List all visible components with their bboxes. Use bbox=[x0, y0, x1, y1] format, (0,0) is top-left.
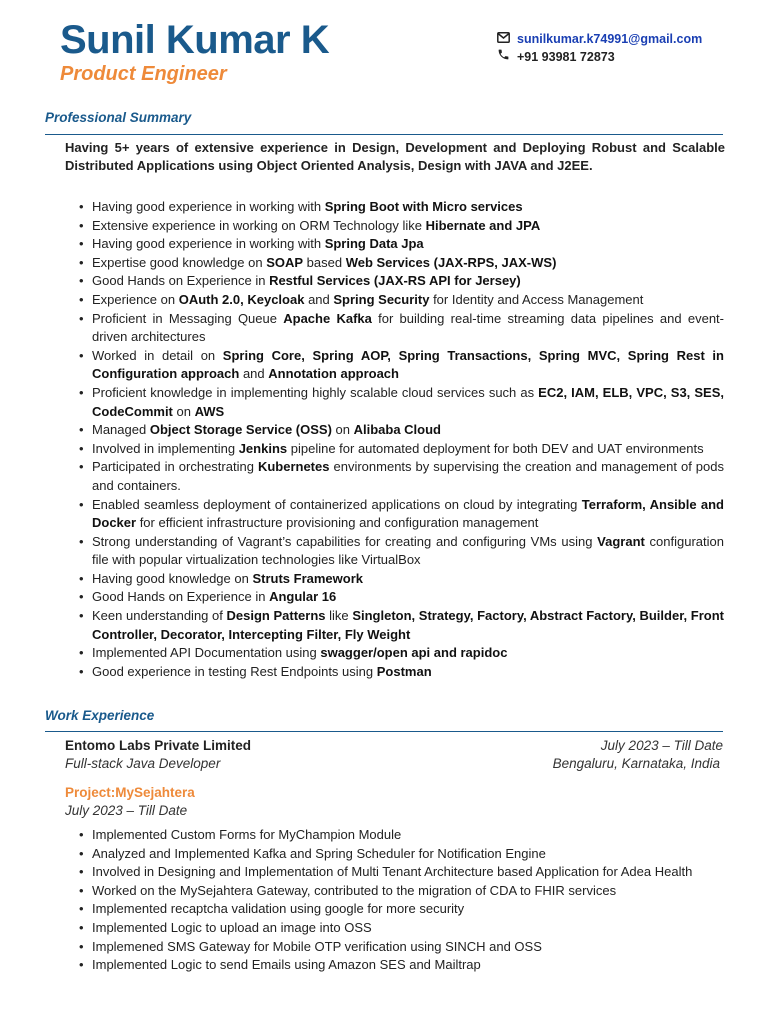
summary-item-text: Implemented API Documentation using bbox=[92, 645, 321, 661]
experience-heading: Work Experience bbox=[45, 708, 155, 723]
experience-divider bbox=[45, 731, 723, 732]
summary-item-text: Keen understanding of bbox=[92, 608, 227, 624]
phone-row bbox=[497, 48, 702, 66]
envelope-icon bbox=[497, 30, 517, 48]
summary-item-text: Extensive experience in working on ORM Technology like bbox=[92, 217, 426, 233]
summary-item-highlight: OAuth 2.0, Keycloak bbox=[178, 291, 305, 307]
summary-item-highlight: EC2, IAM, ELB, VPC, S3, SES, CodeCommit bbox=[92, 384, 724, 419]
summary-item-highlight: Postman bbox=[376, 663, 432, 679]
job-dates: July 2023 – Till Date bbox=[600, 738, 723, 753]
job-title: Full-stack Java Developer bbox=[65, 756, 221, 771]
project-item: • Implemented Custom Forms for MyChampion Module bbox=[92, 826, 724, 845]
summary-list bbox=[92, 198, 724, 681]
summary-item-highlight: Annotation approach bbox=[268, 366, 399, 382]
summary-item bbox=[92, 644, 724, 663]
summary-item-text: pipeline for automated deployment for both DEV and UAT environments bbox=[287, 440, 704, 456]
summary-item-highlight: SOAP bbox=[266, 254, 304, 270]
summary-item-text: Good experience in testing Rest Endpoints using bbox=[92, 663, 377, 679]
contact-block bbox=[497, 30, 702, 66]
summary-item-text: Managed bbox=[92, 422, 150, 438]
summary-item-text: for Identity and Access Management bbox=[429, 291, 644, 307]
summary-item-highlight: Kubernetes bbox=[257, 459, 330, 475]
summary-item-text: Good Hands on Experience in bbox=[92, 273, 270, 289]
summary-item-text: on bbox=[172, 403, 195, 419]
summary-item-text: like bbox=[325, 608, 353, 624]
summary-item-highlight: Angular 16 bbox=[269, 589, 337, 605]
summary-item-text: for building real-time streaming data pipelines and event-driven architectures bbox=[92, 310, 724, 345]
summary-item-text: Expertise good knowledge on bbox=[92, 254, 267, 270]
summary-item-highlight: Struts Framework bbox=[252, 570, 363, 586]
project-item: • Implemened SMS Gateway for Mobile OTP verification using SINCH and OSS bbox=[92, 938, 724, 957]
summary-item-highlight: Spring Data Jpa bbox=[324, 236, 424, 252]
summary-item-highlight: Jenkins bbox=[238, 440, 288, 456]
summary-item-highlight: Restful Services (JAX-RS API for Jersey) bbox=[269, 273, 521, 289]
summary-item-text: based bbox=[303, 254, 346, 270]
summary-item-highlight: Web Services (JAX-RPS, JAX-WS) bbox=[345, 254, 557, 270]
summary-item-text: environments by supervising the creation and management of pods and containers. bbox=[92, 459, 724, 493]
summary-item-text: Proficient knowledge in implementing highly scalable cloud services such as bbox=[92, 384, 539, 400]
summary-item bbox=[92, 533, 724, 570]
summary-item bbox=[92, 272, 724, 291]
summary-item bbox=[92, 291, 724, 310]
summary-item-highlight: Terraform, Ansible and Docker bbox=[92, 496, 724, 531]
email-row bbox=[497, 30, 702, 48]
summary-divider bbox=[45, 134, 723, 135]
email-link[interactable]: sunilkumar.k74991@gmail.com bbox=[517, 32, 703, 46]
summary-item bbox=[92, 254, 724, 273]
summary-item-highlight: Spring Boot with Micro services bbox=[324, 199, 523, 214]
summary-item-highlight: Object Storage Service (OSS) bbox=[149, 422, 332, 438]
summary-item-highlight: Alibaba Cloud bbox=[353, 422, 441, 438]
phone-icon bbox=[497, 48, 517, 66]
project-item: • Implemented Logic to send Emails using Amazon SES and Mailtrap bbox=[92, 956, 724, 975]
job-location: Bengaluru, Karnataka, India bbox=[552, 756, 720, 771]
project-list bbox=[92, 826, 724, 975]
summary-item-text: Worked in detail on bbox=[92, 347, 223, 363]
summary-item-text: Having good experience in working with bbox=[92, 236, 325, 252]
summary-item-highlight: Spring Core, Spring AOP, Spring Transactions, Spring MVC, Spring Rest in Configuration approach bbox=[92, 347, 724, 382]
project-item: • Implemented recaptcha validation using google for more security bbox=[92, 900, 724, 919]
summary-item-highlight: Apache Kafka bbox=[283, 310, 372, 326]
summary-item bbox=[92, 347, 724, 384]
summary-item-text: Strong understanding of Vagrant’s capabilities for creating and configuring VMs using bbox=[92, 533, 598, 549]
summary-item-highlight: Spring Security bbox=[333, 291, 430, 307]
summary-item-text: Experience on bbox=[92, 291, 179, 307]
project-item: • Involved in Designing and Implementation of Multi Tenant Architecture based Application for Adea Health bbox=[92, 863, 724, 882]
summary-item bbox=[92, 421, 724, 440]
summary-item bbox=[92, 663, 724, 682]
summary-item-text: Good Hands on Experience in bbox=[92, 589, 270, 605]
summary-item-text: Having good knowledge on bbox=[92, 570, 253, 586]
summary-item-text: Participated in orchestrating bbox=[92, 459, 258, 475]
summary-item bbox=[92, 384, 724, 421]
project-item: • Implemented Logic to upload an image into OSS bbox=[92, 919, 724, 938]
summary-item bbox=[92, 588, 724, 607]
summary-item bbox=[92, 198, 724, 217]
summary-item bbox=[92, 440, 724, 459]
summary-item-text: for efficient infrastructure provisioning and configuration management bbox=[136, 515, 539, 531]
summary-item bbox=[92, 458, 724, 495]
summary-item-highlight: Singleton, Strategy, Factory, Abstract Factory, Builder, Front Controller, Decorator, Intercepting Filter, Fly Weight bbox=[92, 608, 724, 642]
summary-intro: Having 5+ years of extensive experience in Design, Development and Deploying Robust and Scalable Distributed Applications using Object Oriented Analysis, Design with JAVA and J2EE. bbox=[65, 140, 725, 173]
summary-item-highlight: swagger/open api and rapidoc bbox=[320, 645, 508, 661]
summary-item-highlight: Hibernate and JPA bbox=[425, 217, 541, 233]
summary-item-text: and bbox=[304, 291, 334, 307]
candidate-role: Product Engineer bbox=[60, 63, 227, 85]
summary-item-text: Having good experience in working with bbox=[92, 199, 325, 214]
summary-item-highlight: Vagrant bbox=[597, 533, 645, 549]
project-item: • Analyzed and Implemented Kafka and Spring Scheduler for Notification Engine bbox=[92, 845, 724, 864]
summary-item-text: Involved in implementing bbox=[92, 440, 239, 456]
summary-item-text: configuration file with popular virtualization technologies like VirtualBox bbox=[92, 533, 724, 568]
summary-item bbox=[92, 235, 724, 254]
summary-item-text: and bbox=[239, 366, 269, 382]
project-title: Project:MySejahtera bbox=[65, 785, 195, 800]
summary-item bbox=[92, 310, 724, 347]
summary-item-text: Enabled seamless deployment of containerized applications on cloud by integrating bbox=[92, 496, 582, 512]
summary-heading: Professional Summary bbox=[45, 110, 192, 125]
summary-item-highlight: AWS bbox=[194, 403, 225, 419]
project-dates: July 2023 – Till Date bbox=[65, 803, 188, 818]
summary-item-highlight: Design Patterns bbox=[226, 608, 326, 624]
summary-item bbox=[92, 607, 724, 644]
job-company: Entomo Labs Private Limited bbox=[65, 738, 252, 753]
candidate-name: Sunil Kumar K bbox=[60, 18, 330, 62]
summary-item bbox=[92, 570, 724, 589]
summary-item-text: on bbox=[331, 422, 354, 438]
summary-item bbox=[92, 217, 724, 236]
summary-item bbox=[92, 496, 724, 533]
summary-item-text: Proficient in Messaging Queue bbox=[92, 310, 284, 326]
project-item: • Worked on the MySejahtera Gateway, contributed to the migration of CDA to FHIR services bbox=[92, 882, 724, 901]
phone-number: +91 93981 72873 bbox=[517, 50, 615, 64]
